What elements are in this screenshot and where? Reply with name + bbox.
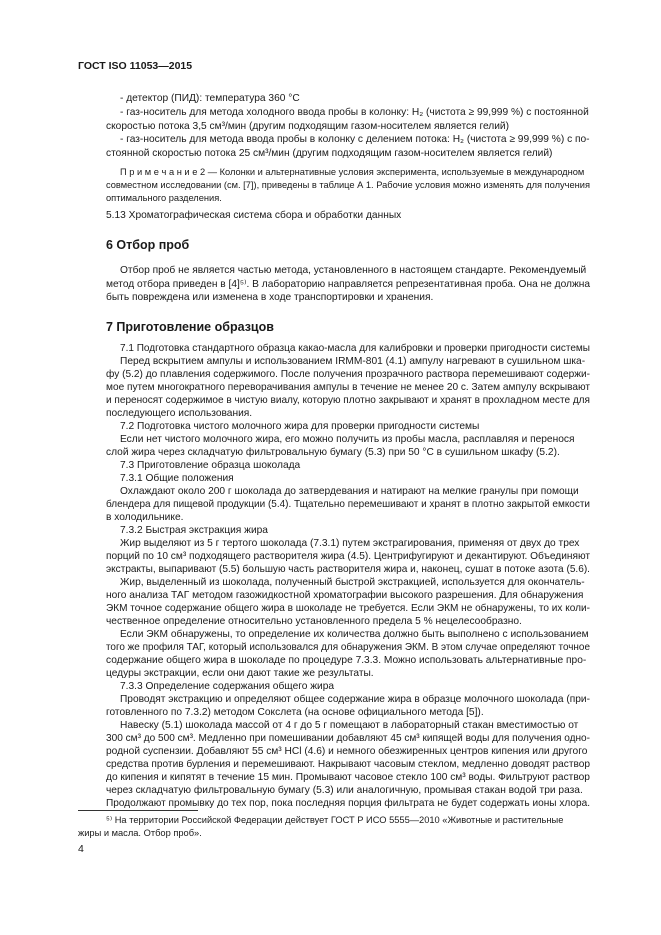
section-7-line: блендера для пищевой продукции (5.4). Тщательно перемешивают и хранят в плотно закрытой емкости — [106, 499, 590, 510]
section-7-line: Жир, выделенный из шоколада, полученный быстрой экстракцией, используется для окончатель- — [120, 577, 585, 588]
section-7-line: 7.3.2 Быстрая экстракция жира — [120, 525, 268, 536]
section-7-line: последующего использования. — [106, 408, 253, 419]
section-7-line: готовленного по 7.3.2) методом Сокслета (на основе официального метода [5]). — [106, 707, 484, 718]
section-7-line: средства против бурления и перемешивают. Накрывают часовым стеклом, медленно доводят раствор — [106, 759, 590, 770]
item-5-13: 5.13 Хроматографическая система сбора и обработки данных — [106, 210, 402, 221]
note-line: П р и м е ч а н и е 2 — Колонки и альтернативные условия эксперимента, используемые в международном — [120, 167, 585, 177]
section-7-line: до кипения и кипятят в течение 15 мин. Промывают часовое стекло 100 см³ воды. Фильтруют раствор — [106, 772, 590, 783]
section-7-heading: 7 Приготовление образцов — [106, 320, 274, 334]
note-line: совместном исследовании (см. [7]), приведены в таблице А 1. Рабочие условия можно изменять для получения — [106, 180, 591, 190]
standard-header: ГОСТ ISO 11053—2015 — [78, 60, 193, 72]
intro-line: - газ-носитель для метода ввода пробы в колонку с делением потока: H₂ (чистота ≥ 99,999 %) с по- — [120, 134, 590, 145]
section-7-line: содержание общего жира в шоколаде по процедуре 7.3.3. Можно использовать альтернативные про- — [106, 655, 587, 666]
section-7-line: экстракты, выпаривают (5.5) большую часть растворителя жира и, наконец, сушат в потоке азота (5.6). — [106, 564, 590, 575]
intro-line: стоянной скоростью потока 25 см³/мин (другим подходящим газом-носителем является гелий) — [106, 148, 553, 159]
page-number: 4 — [78, 843, 84, 855]
footnote-line: ⁵⁾ На территории Российской Федерации действует ГОСТ Р ИСО 5555—2010 «Животные и растительные — [106, 815, 564, 825]
section-7-line: Жир выделяют из 5 г тертого шоколада (7.3.1) путем экстрагирования, применяя от двух до трех — [120, 538, 580, 549]
section-7-line: 300 см³ до 500 см³. Медленно при помешивании добавляют 45 см³ кипящей воды для получения одно- — [106, 733, 590, 744]
section-6-line: Отбор проб не является частью метода, установленного в настоящем стандарте. Рекомендуемый — [120, 265, 587, 276]
intro-line: скоростью потока 3,5 см³/мин (другим подходящим газом-носителем является гелий) — [106, 121, 510, 132]
intro-line: - детектор (ПИД): температура 360 °C — [120, 93, 300, 104]
section-7-line: слой жира через складчатую фильтровальную бумагу (5.3) при 50 °С в сушильном шкафу (5.2). — [106, 447, 560, 458]
section-7-line: Навеску (5.1) шоколада массой от 4 г до 5 г помещают в лабораторный стакан вместимостью от — [120, 720, 579, 731]
section-7-line: Если нет чистого молочного жира, его можно получить из пробы масла, расплавляя и перенося — [120, 434, 575, 445]
section-7-line: в холодильнике. — [106, 512, 184, 523]
section-7-line: Охлаждают около 200 г шоколада до затвердевания и натирают на мелкие гранулы при помощи — [120, 486, 579, 497]
section-7-line: ного анализа ТАГ методом газожидкостной хроматографии высокого разрешения. Для обнаружения — [106, 590, 584, 601]
section-7-line: через складчатую фильтровальную бумагу (5.3) или аналогичную, промывая стакан водой три раза. — [106, 785, 583, 796]
section-7-line: 7.1 Подготовка стандартного образца какао-масла для калибровки и проверки пригодности системы — [120, 343, 591, 354]
intro-line: - газ-носитель для метода холодного ввода пробы в колонку: H₂ (чистота ≥ 99,999 %) с постоянной — [120, 107, 589, 118]
section-7-line: 7.3.3 Определение содержания общего жира — [120, 681, 335, 692]
section-7-line: Перед вскрытием ампулы и использованием IRMM-801 (4.1) ампулу нагревают в сушильном шка- — [120, 356, 586, 367]
section-7-line: того же профиля ТАГ, который использовался для обнаружения ЭКМ. В этом случае определяют точное — [106, 642, 590, 653]
section-7-line: Если ЭКМ обнаружены, то определение их количества должно быть выполнено с использованием — [120, 629, 589, 640]
footnote-divider — [78, 810, 198, 811]
section-6-heading: 6 Отбор проб — [106, 238, 190, 252]
note-line: оптимального разделения. — [106, 193, 222, 203]
section-7-line: порций по 10 см³ подходящего растворителя жира (4.5). Центрифугируют и декантируют. Объединяют — [106, 551, 590, 562]
section-7-line: родной суспензии. Добавляют 55 см³ HCl (4.6) и немного обезжиренных центров кипения или другого — [106, 746, 588, 757]
section-7-line: ЭКМ точное содержание общего жира в шоколаде не требуется. Если ЭКМ не обнаружены, то их коли- — [106, 603, 590, 614]
section-7-line: фу (5.2) до плавления содержимого. После получения прозрачного раствора перемешивают содержи- — [106, 369, 591, 380]
footnote-line: жиры и масла. Отбор проб». — [78, 828, 202, 838]
section-7-line: 7.2 Подготовка чистого молочного жира для проверки пригодности системы — [120, 421, 480, 432]
section-7-line: Продолжают промывку до тех пор, пока последняя порция фильтрата не будет содержать ионы хлора. — [106, 798, 591, 809]
section-7-line: Проводят экстракцию и определяют общее содержание жира в образце молочного шоколада (при- — [120, 694, 590, 705]
section-7-line: цедуры экстракции, если они дают такие же результаты. — [106, 668, 374, 679]
section-7-line: и переносят содержимое в чистую виалу, которую плотно закрывают и хранят в прохладном месте для — [106, 395, 591, 406]
section-7-line: 7.3.1 Общие положения — [120, 473, 234, 484]
section-7-line: 7.3 Приготовление образца шоколада — [120, 460, 301, 471]
section-6-line: быть повреждена или изменена в ходе транспортировки и хранения. — [106, 292, 434, 303]
section-6-line: метод отбора приведен в [4]⁵⁾. В лабораторию направляется репрезентативная проба. Она не должна — [106, 279, 591, 290]
section-7-line: мое путем многократного переворачивания ампулы в течение не менее 20 с. Затем ампулу вскрывают — [106, 382, 591, 393]
section-7-line: чественное определение относительно установленного предела 5 % нецелесообразно. — [106, 616, 522, 627]
